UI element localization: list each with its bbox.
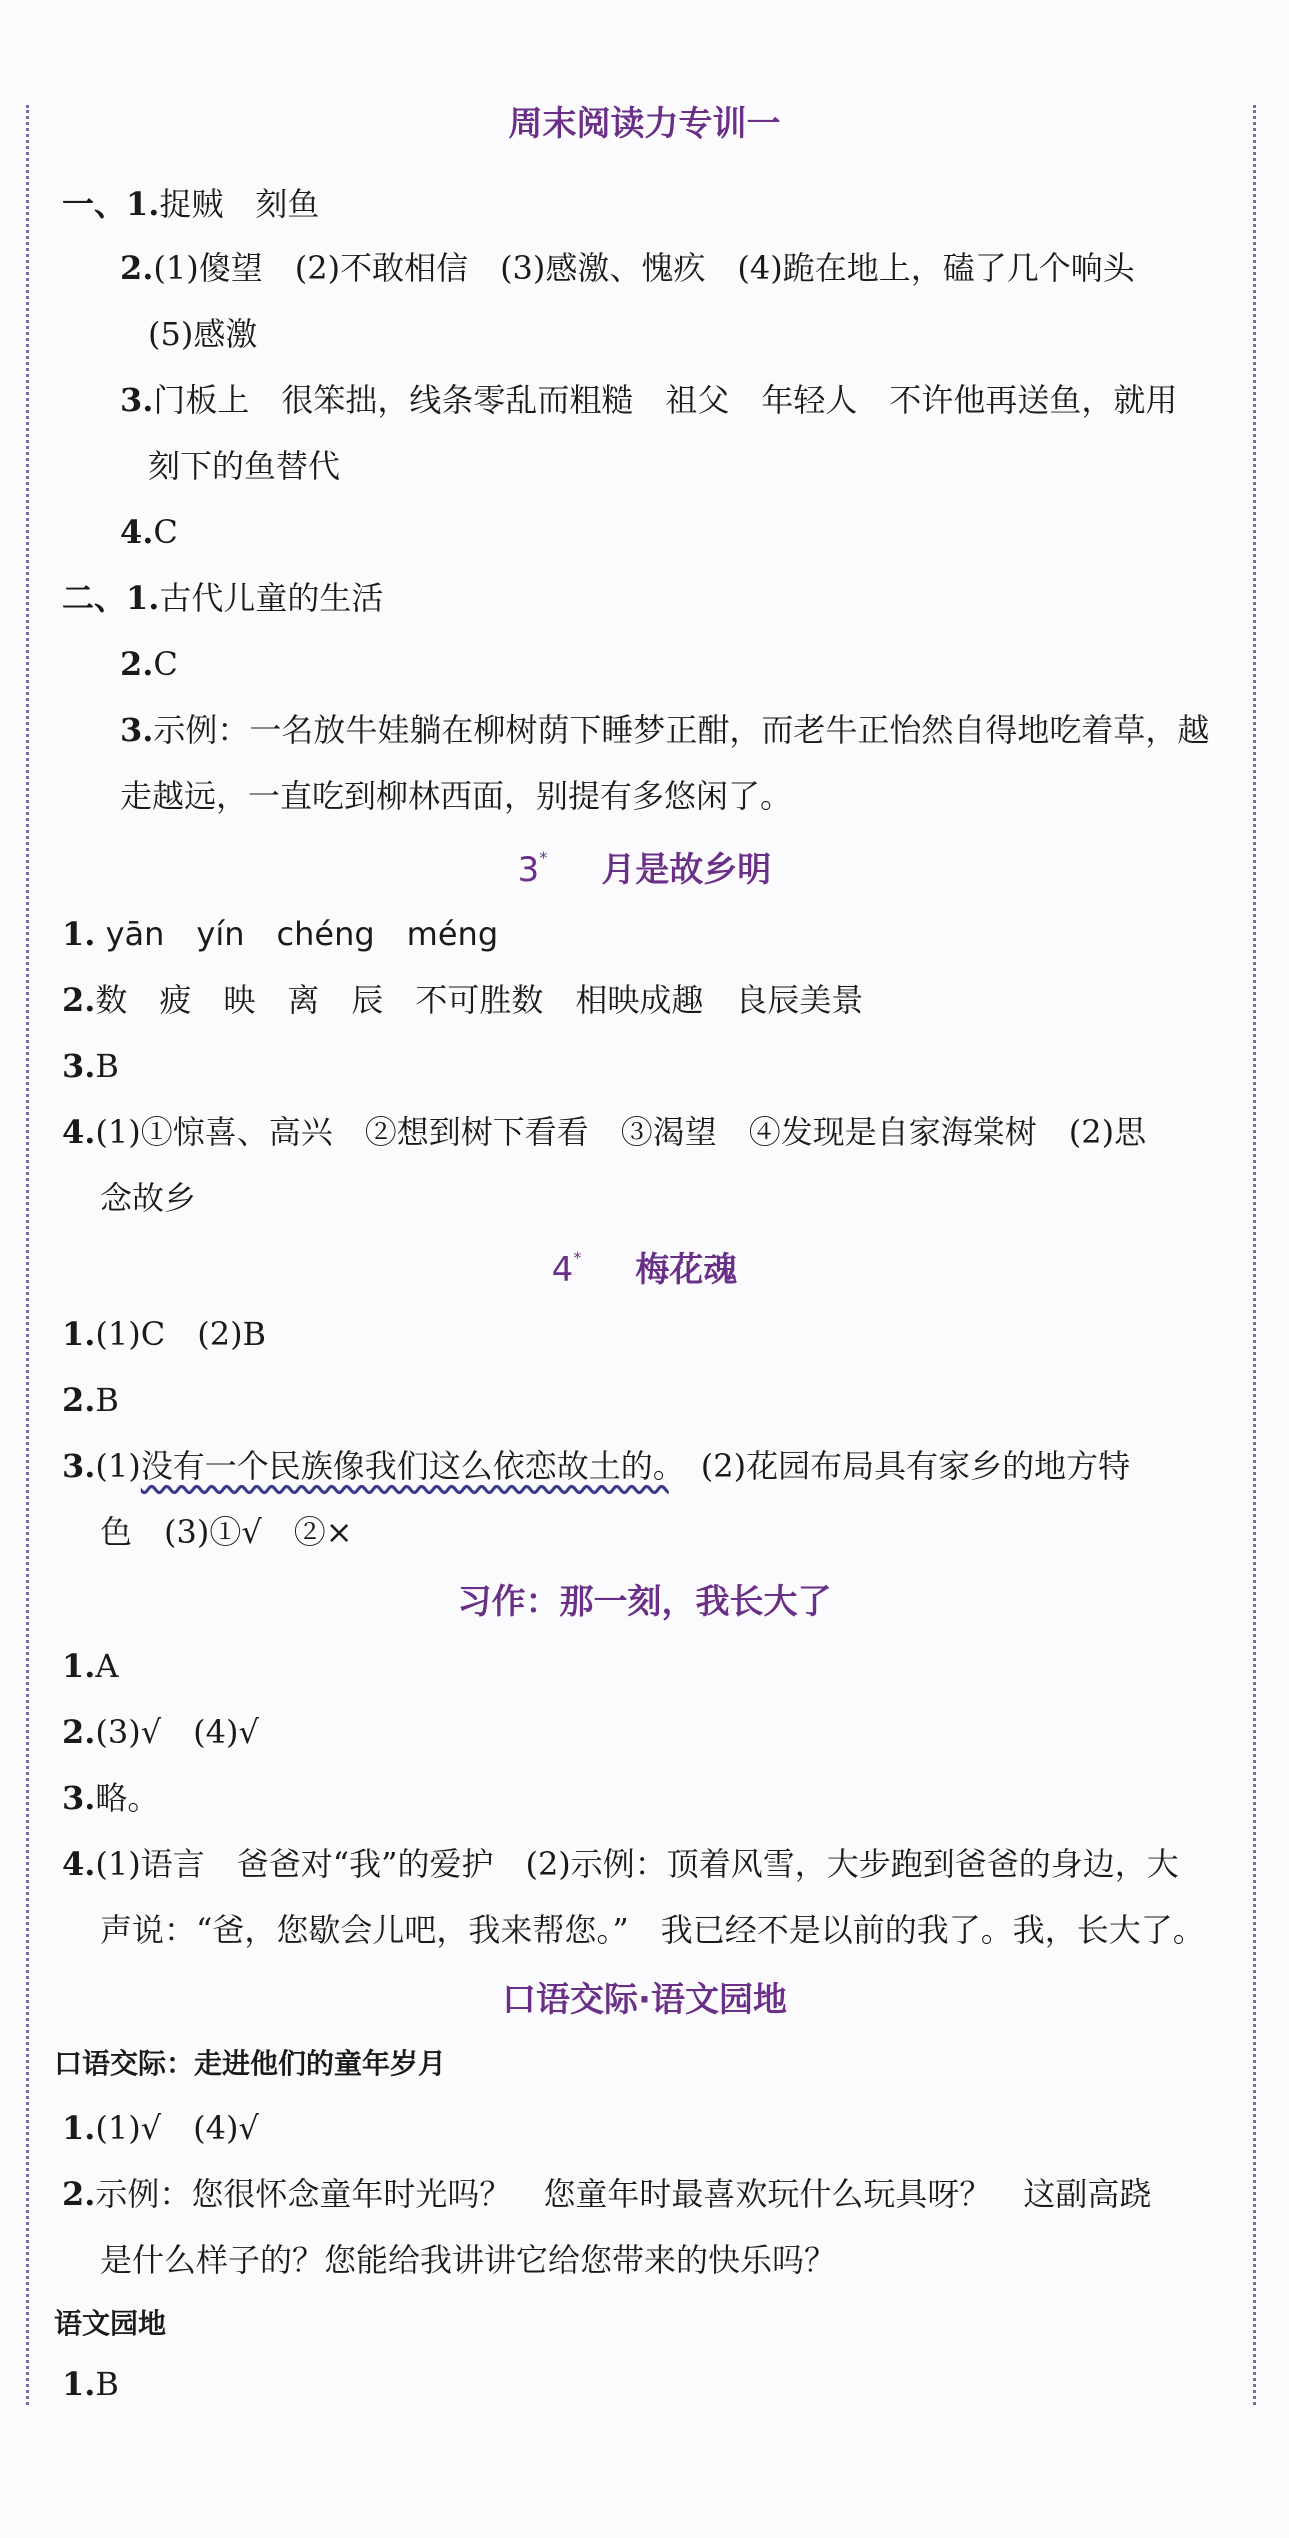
- answer-line-continued: 刻下的鱼替代: [148, 447, 341, 485]
- answer-line: 4.C: [120, 513, 178, 551]
- answer-line-continued: 念故乡: [100, 1179, 197, 1217]
- answer-line: 3.门板上 很笨拙，线条零乱而粗糙 祖父 年轻人 不许他再送鱼，就用: [120, 381, 1178, 419]
- wavy-underlined-sentence: 没有一个民族像我们这么依恋故土的。: [140, 1447, 669, 1485]
- answer-line: 3.示例：一名放牛娃躺在柳树荫下睡梦正酣，而老牛正怡然自得地吃着草，越: [120, 711, 1210, 749]
- answer-line: 3.(1)没有一个民族像我们这么依恋故土的。 (2)花园布局具有家乡的地方特: [62, 1447, 1131, 1485]
- answer-line: 2.(3)√ (4)√: [62, 1713, 259, 1751]
- answer-line: 2.(1)傻望 (2)不敢相信 (3)感激、愧疚 (4)跪在地上，磕了几个响头: [120, 249, 1135, 287]
- answer-line: 3.B: [62, 1047, 119, 1085]
- answer-line: 4.(1)①惊喜、高兴 ②想到树下看看 ③渴望 ④发现是自家海棠树 (2)思: [62, 1113, 1147, 1151]
- answer-line: 2.示例：您很怀念童年时光吗？ 您童年时最喜欢玩什么玩具呀？ 这副高跷: [62, 2175, 1152, 2213]
- answer-line: 1.(1)√ (4)√: [62, 2109, 259, 2147]
- answer-line: 1.(1)C (2)B: [62, 1315, 267, 1353]
- answer-line: 3.略。: [62, 1779, 160, 1817]
- answer-line-continued: 是什么样子的？您能给我讲讲它给您带来的快乐吗？: [100, 2241, 837, 2279]
- answer-line: 二、1.古代儿童的生活: [62, 579, 384, 617]
- answer-line-continued: 声说：“爸，您歇会儿吧，我来帮您。” 我已经不是以前的我了。我，长大了。: [100, 1911, 1205, 1949]
- section-title-lesson-4: 4* 梅花魂: [551, 1247, 738, 1290]
- section-title-lesson-3: 3* 月是故乡明: [517, 847, 772, 890]
- answer-line: 2.B: [62, 1381, 119, 1419]
- subsection-heading: 口语交际：走进他们的童年岁月: [54, 2047, 447, 2080]
- answer-line-continued: 走越远，一直吃到柳林西面，别提有多悠闲了。: [120, 777, 793, 815]
- subsection-heading: 语文园地: [54, 2307, 167, 2340]
- answer-line-continued: 色 (3)①√ ②×: [100, 1513, 353, 1551]
- answer-line: 1.A: [62, 1647, 119, 1685]
- answer-line-continued: (5)感激: [148, 315, 258, 353]
- answer-line: 4.(1)语言 爸爸对“我”的爱护 (2)示例：顶着风雪，大步跑到爸爸的身边，大: [62, 1845, 1179, 1883]
- answer-line: 2.数 疲 映 离 辰 不可胜数 相映成趣 良辰美景: [62, 981, 864, 1019]
- section-title-writing: 习作：那一刻，我长大了: [457, 1582, 832, 1622]
- section-title-oral-communication: 口语交际·语文园地: [502, 1980, 787, 2020]
- section-title-weekend-reading: 周末阅读力专训一: [508, 104, 781, 144]
- answer-line: 1. yān yín chéng méng: [62, 915, 499, 953]
- answer-line: 1.B: [62, 2365, 119, 2403]
- answer-line: 一、1.捉贼 刻鱼: [62, 185, 320, 223]
- answer-line: 2.C: [120, 645, 178, 683]
